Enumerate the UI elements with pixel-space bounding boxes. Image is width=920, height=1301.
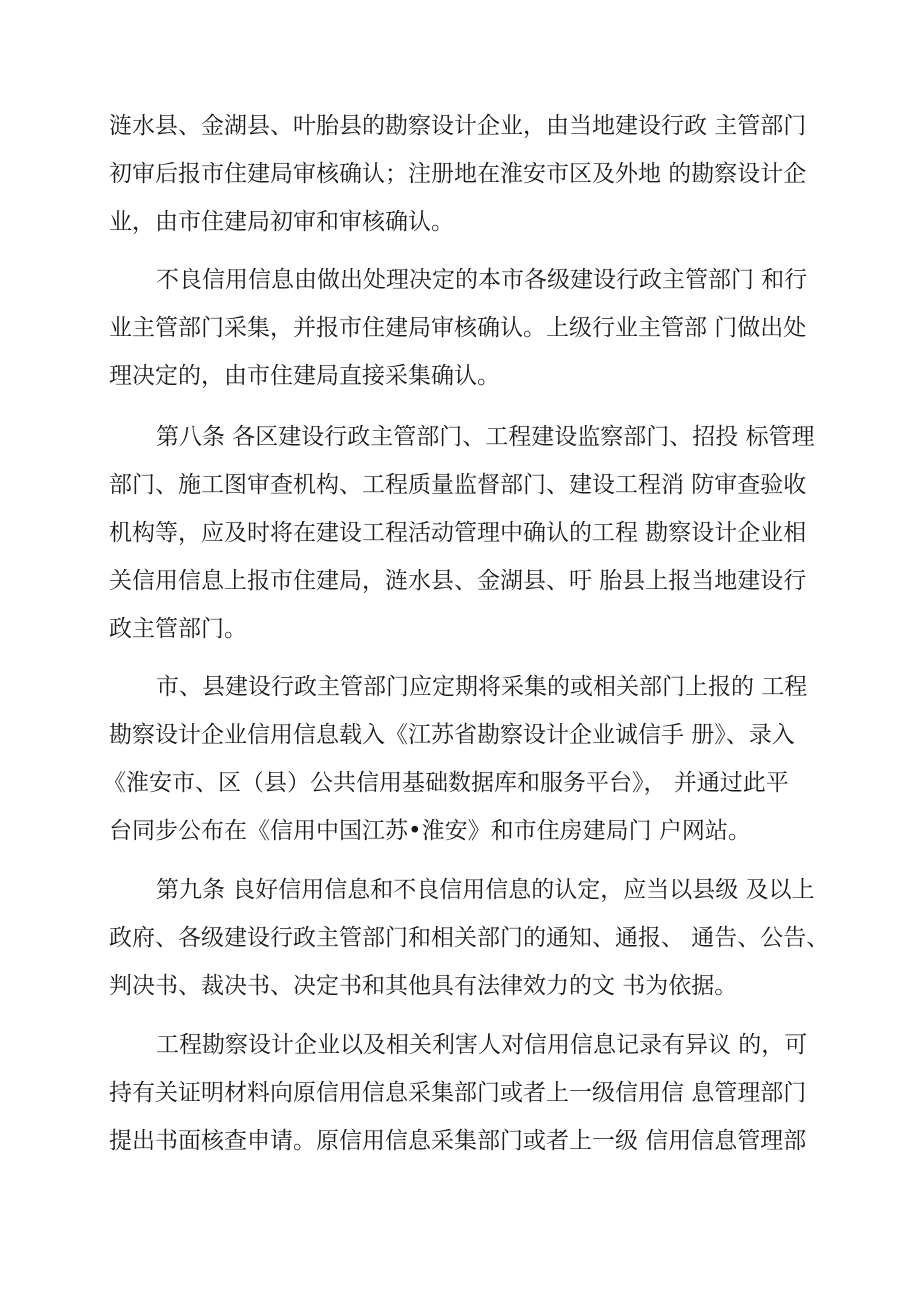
text-line: 涟水县、金湖县、叶胎县的勘察设计企业，由当地建设行政 主管部门	[109, 113, 807, 139]
text-line: 部门、施工图审查机构、工程质量监督部门、建设工程消 防审查验收	[109, 472, 807, 498]
text-line: 政府、各级建设行政主管部门和相关部门的通知、通报、 通告、公告、	[109, 925, 830, 951]
text-line: 业，由市住建局初审和审核确认。	[109, 209, 454, 235]
text-line: 政主管部门。	[109, 616, 247, 642]
text-line: 初审后报市住建局审核确认；注册地在淮安市区及外地 的勘察设计企	[109, 161, 807, 187]
text-line: 业主管部门采集，并报市住建局审核确认。上级行业主管部 门做出处	[109, 315, 807, 341]
text-line: 不良信用信息由做出处理决定的本市各级建设行政主管部门 和行	[156, 267, 808, 293]
text-line: 《淮安市、区（县）公共信用基础数据库和服务平台》， 并通过此平	[103, 770, 789, 796]
text-line: 提出书面核查申请。原信用信息采集部门或者上一级 信用信息管理部	[109, 1128, 807, 1154]
text-line: 机构等，应及时将在建设工程活动管理中确认的工程 勘察设计企业相	[109, 520, 807, 546]
text-line: 勘察设计企业信用信息载入《江苏省勘察设计企业诚信手 册》、录入	[109, 722, 795, 748]
text-line: 台同步公布在《信用中国江苏•淮安》和市住房建局门 户网站。	[109, 818, 751, 844]
text-line: 市、县建设行政主管部门应定期将采集的或相关部门上报的 工程	[156, 674, 808, 700]
text-line: 持有关证明材料向原信用信息采集部门或者上一级信用信 息管理部门	[109, 1080, 807, 1106]
text-line: 关信用信息上报市住建局，涟水县、金湖县、吁 胎县上报当地建设行	[109, 568, 807, 594]
text-line: 工程勘察设计企业以及相关利害人对信用信息记录有异议 的，可	[156, 1032, 808, 1058]
text-line: 第九条 良好信用信息和不良信用信息的认定，应当以县级 及以上	[156, 877, 815, 903]
text-line: 第八条 各区建设行政主管部门、工程建设监察部门、招投 标管理	[156, 424, 815, 450]
text-line: 判决书、裁决书、决定书和其他具有法律效力的文 书为依据。	[109, 973, 738, 999]
text-line: 理决定的，由市住建局直接采集确认。	[109, 363, 500, 389]
